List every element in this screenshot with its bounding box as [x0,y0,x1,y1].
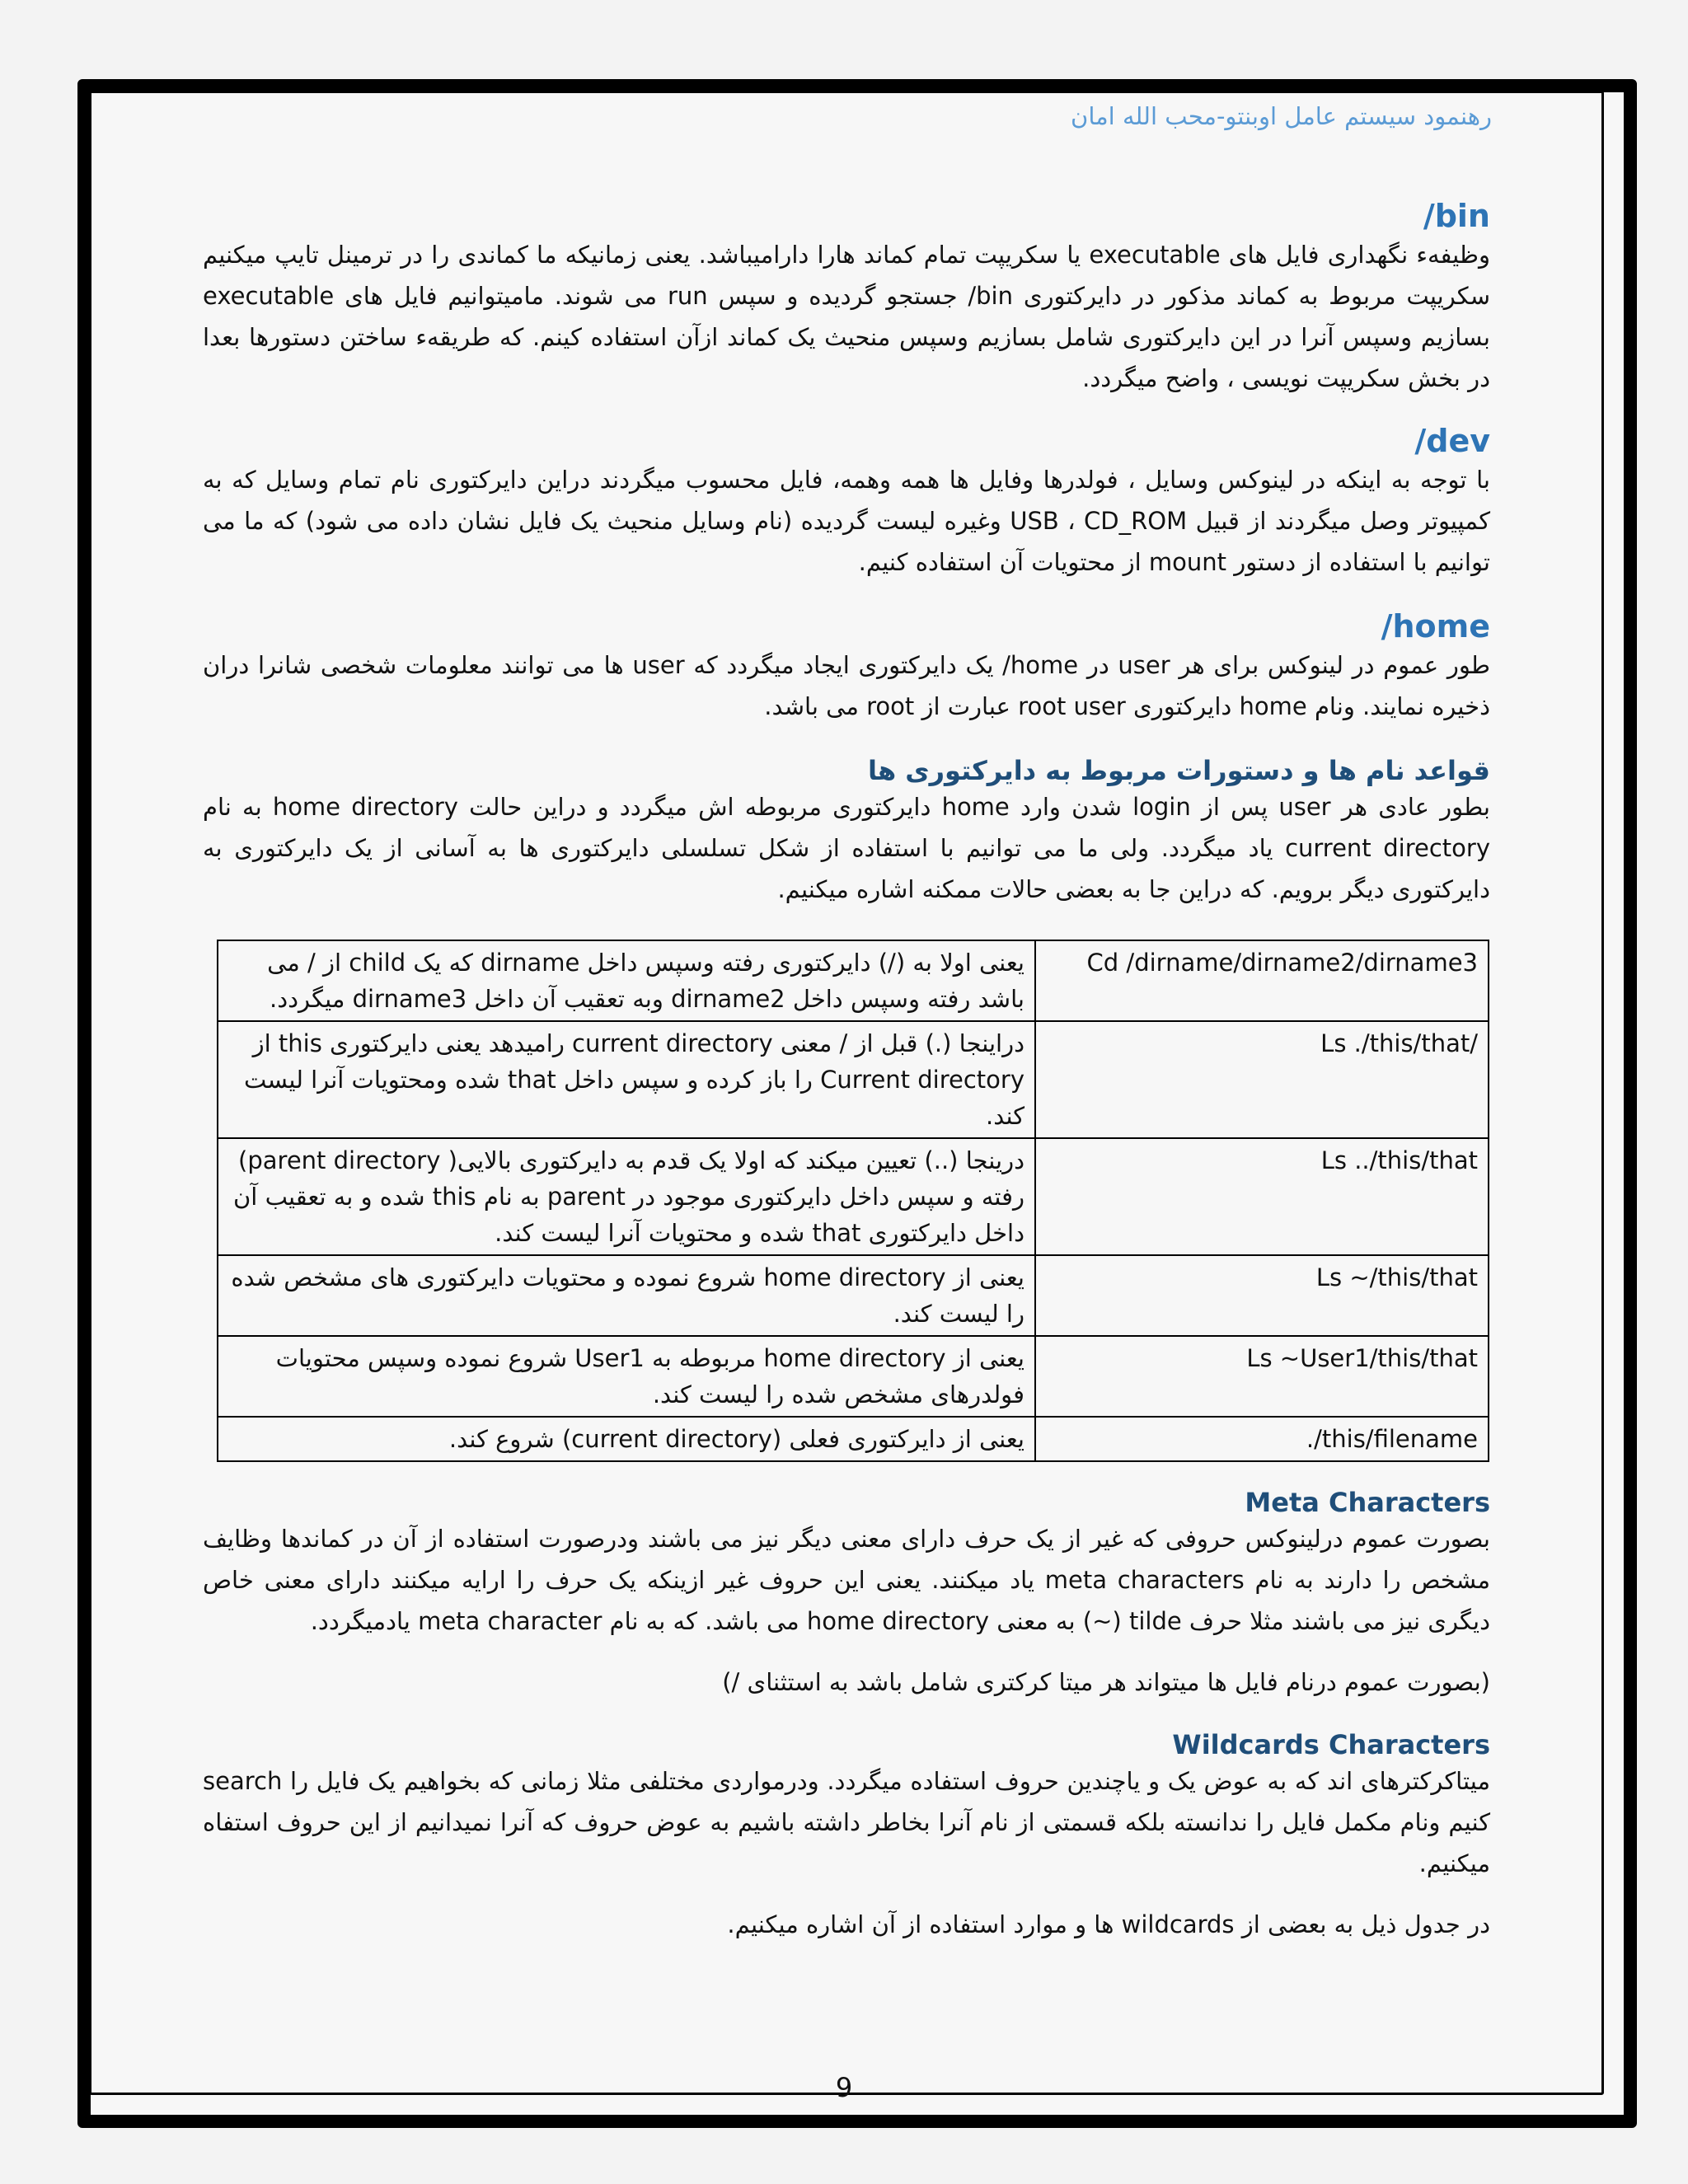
section-note-wildcards: در جدول ذیل به بعضی از wildcards ها و موارد استفاده از آن اشاره میکنیم. [727,1910,1490,1938]
command-cell: Ls ~User1/this/that [1035,1336,1489,1417]
command-description: یعنی از home directory مربوطه به User1 شروع نموده وسپس محتویات فولدرهای مشخص شده را لیست کند. [218,1336,1035,1417]
section-title-bin: /bin [1423,198,1490,234]
section-wildcards [203,1729,1490,1945]
section-bin [203,198,1490,399]
table-row [218,1255,1489,1336]
table-row [218,1138,1489,1255]
section-dev [203,423,1490,583]
command-description: یعنی اولا به (/) دایرکتوری رفته وسپس داخل dirname که یک child از / می باشد رفته وسپس داخل dirname2 وبه تعقیب آن داخل dirname3 میگردد. [218,940,1035,1021]
command-cell: Cd /dirname/dirname2/dirname3 [1035,940,1489,1021]
table-row [218,1336,1489,1417]
section-meta-characters [203,1487,1490,1703]
section-text-wildcards: میتاکرکترهای اند که به عوض یک و یاچندین حروف استفاده میگردد. ودرمواردی مختلفی مثلا زمانی که بخواهیم یک فایل را search کنیم ونام مکمل فایل را ندانسته بلکه قسمتی از نام آنرا بخاطر داشته باشیم به عوض حروف که آنرا نمیدانیم از این حروف استفاه میکنیم. [203,1767,1490,1877]
command-description: دراینجا (.) قبل از / معنی current directory رامیدهد یعنی دایرکتوری this از Current directory را باز کرده و سپس داخل that شده ومحتویات آنرا لیست کند. [218,1021,1035,1138]
section-title-wildcards: Wildcards Characters [1172,1729,1490,1760]
section-text-directory-rules: بطور عادی هر user پس از login شدن وارد home دایرکتوری مربوطه اش میگردد و دراین حالت home directory به نام current directory یاد میگردد. ولی ما می توانیم با استفاده از شکل تسلسلی دایرکتوری ها به آسانی از یک دایرکتوری به دایرکتوری دیگر برویم. که دراین جا به بعضی حالات ممکنه اشاره میکنیم. [203,793,1490,903]
section-title-home: /home [1381,608,1490,644]
section-directory-rules [203,755,1490,910]
section-title-meta-characters: Meta Characters [1245,1487,1490,1518]
section-title-directory-rules: قواعد نام ها و دستورات مربوط به دایرکتوری ها [867,755,1490,786]
section-text-meta-characters: بصورت عموم درلینوکس حروفی که غیر از یک حرف دارای معنی دیگر نیز می باشند ودرصورت استفاده از آن در کماندها وظایف مشخص را دارند به نام meta characters یاد میکنند. یعنی این حروف غیر ازینکه یک حرف را ارایه میکنند دارای معنی خاص دیگری نیز می باشند مثلا حرف tilde (~) به معنی home directory می باشد. که به نام meta character یادمیگردد. [203,1525,1490,1635]
section-text-home: طور عموم در لینوکس برای هر user در home/ یک دایرکتوری ایجاد میگردد که user ها می توانند معلومات شخصی شانرا دران ذخیره نمایند. ونام home دایرکتوری root user عبارت از root می باشد. [203,651,1490,720]
command-cell: Ls ./this/that/ [1035,1021,1489,1138]
command-cell: ./this/filename [1035,1417,1489,1461]
directory-commands-table [217,940,1489,1462]
page-number: 9 [835,2072,853,2103]
document-header: رهنمود سیستم عامل اوبنتو-محب الله امان [1071,102,1492,130]
command-cell: Ls ../this/that [1035,1138,1489,1255]
command-description: درینجا (..) تعیین میکند که اولا یک قدم به دایرکتوری بالایی( parent directory) رفته و سپس داخل دایرکتوری موجود در parent به نام this شده و به تعقیب آن داخل دایرکتوری that شده و محتویات آنرا لیست کند. [218,1138,1035,1255]
section-note-meta-characters: (بصورت عموم درنام فایل ها میتواند هر میتا کرکتری شامل باشد به استثنای /) [722,1668,1490,1696]
table-row [218,940,1489,1021]
section-title-dev: /dev [1414,423,1490,459]
command-description: یعنی از دایرکتوری فعلی (current directory) شروع کند. [218,1417,1035,1461]
section-home [203,608,1490,727]
section-text-dev: با توجه به اینکه در لینوکس وسایل ، فولدرها وفایل ها همه وهمه، فایل محسوب میگردند دراین دایرکتوری نام تمام وسایل که به کمپیوتر وصل میگردند از قبیل USB ، CD_ROM وغیره لیست گردیده (نام وسایل منحیث یک فایل نشان داده می شود) که ما می توانیم با استفاده از دستور mount از محتویات آن استفاده کنیم. [203,466,1490,576]
table-row [218,1021,1489,1138]
section-text-bin: وظیفهء نگهداری فایل های executable یا سکریپت تمام کماند هارا دارامیباشد. یعنی زمانیکه ما کماندی را در ترمینل تایپ میکنیم سکریپت مربوط به کماند مذکور در دایرکتوری bin/ جستجو گردیده و سپس run می شوند. مامیتوانیم فایل های executable بسازیم وسپس آنرا در این دایرکتوری شامل بسازیم وسپس منحیث یک کماند ازآن استفاده کینم. که طریقهء ساختن دستورها بعدا در بخش سکریپت نویسی ، واضح میگردد. [203,241,1491,392]
table-row [218,1417,1489,1461]
command-cell: Ls ~/this/that [1035,1255,1489,1336]
command-description: یعنی از home directory شروع نموده و محتویات دایرکتوری های مشخص شده را لیست کند. [218,1255,1035,1336]
